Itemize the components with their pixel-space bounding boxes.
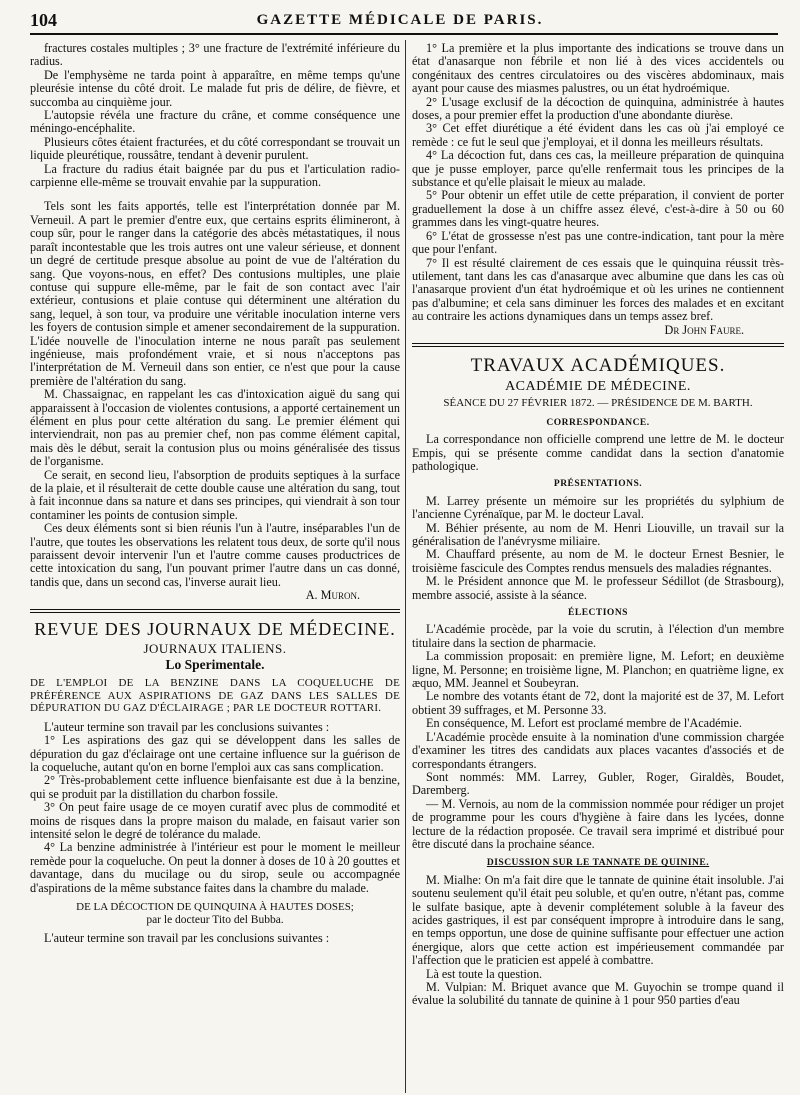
paragraph: 3° On peut faire usage de ce moyen curatif avec plus de commodité et moins de risques dans la propre maison du malade, en faisaut varier son intensité selon le degré de tolérance du malade. xyxy=(30,800,400,841)
journal-title: GAZETTE MÉDICALE DE PARIS. xyxy=(256,12,544,28)
subsection-heading: PRÉSENTATIONS. xyxy=(553,479,643,490)
paragraph: En conséquence, M. Lefort est proclamé membre de l'Académie. xyxy=(426,716,742,731)
left-column xyxy=(30,42,400,1092)
article-title: DE LA DÉCOCTION DE QUINQUINA À HAUTES DOSES; par le docteur Tito del Bubba. xyxy=(76,900,354,927)
page-header xyxy=(30,10,770,32)
paragraph: M. Vulpian: M. Briquet avance que M. Guyochin se trompe quand il évalue la solubilité du tannate de quinine à 1 pour 950 parties d'eau xyxy=(412,980,784,1008)
right-column xyxy=(412,42,784,1092)
paragraph: M. Mialhe: On m'a fait dire que le tannate de quinine était insoluble. J'ai soutenu seulement qu'il était peu soluble, et qu'en outre, n'étant pas, comme le sulfate basique, apte à devenir complétement soluble à la faveur des acides gastriques, il est par conséquent impropre à introduire dans le sang, en temps opportun, une dose de quinine suffisante pour effectuer une action énergique, alors que cette action est impérieusement commandée par l'affection que le praticien est appelé à combattre. xyxy=(412,872,784,968)
paragraph: 3° Cet effet diurétique a été évident dans les cas où j'ai employé ce remède : ce fut le seul que j'employai, et il donna les meilleurs résultats. xyxy=(412,121,784,149)
section-subheading: JOURNAUX ITALIENS. xyxy=(143,640,287,656)
section-rule xyxy=(412,343,784,347)
paragraph: Le nombre des votants étant de 72, dont la majorité est de 37, M. Lefort obtient 39 suffrages, et M. Personne 33. xyxy=(412,689,784,717)
paragraph: L'auteur termine son travail par les conclusions suivantes : xyxy=(44,719,330,734)
page-number: 104 xyxy=(30,10,57,30)
paragraph: 4° La décoction fut, dans ces cas, la meilleure préparation de quinquina que je pusse employer, parce qu'elle renfermait tous les principes de la substance et qu'elle plaisait le mieux au malade. xyxy=(412,148,784,190)
paragraph: 7° Il est résulté clairement de ces essais que le quinquina réussit très-utilement, tant dans les cas d'anasarque avec albumine que dans les cas où l'anasarque provient d'un état hydroémique et où les urines ne contiennent pas d'albumine; et cela sans diminuer les forces des malades et en excitant au contraire les actions dynamiques dans un temps assez bref. xyxy=(412,255,784,324)
paragraph: Tels sont les faits apportés, telle est l'interprétation donnée par M. Verneuil. A part le premier d'entre eux, que certains esprits élimineront, à coup sûr, pour le ranger dans la catégorie des abcès métastatiques, il nous paraît incontestable que les trois autres ont une valeur sérieuse, et donnent un degré de certitude presque absolue au point de vue de l'altération du sang. Que voyons-nous, en effet? Des contusions multiples, une plaie contuse qui suppure elle-même, par le fait de son contact avec l'air extérieur, contusions et plaie contuse qui déterminent une altération du sang, lequel, à son tour, va produire une véritable inoculation interne vers les foyers de contusion simple et amener secondairement de la suppuration. L'idée nouvelle de l'inoculation interne ne nous paraît pas seulement ingénieuse, mais profondément vraie, et si nous n'acceptons pas l'interprétation de M. Verneuil dans son entier, ce n'est que pour la cause première de l'altération du sang. xyxy=(30,199,400,388)
paragraph: L'autopsie révéla une fracture du crâne, et comme conséquence une méningo-encéphalite. xyxy=(30,108,400,136)
paragraph: Plusieurs côtes étaient fracturées, et du côté correspondant se trouvait un liquide pleurétique, roussâtre, tendant à devenir purulent. xyxy=(30,134,400,163)
paragraph: La correspondance non officielle comprend une lettre de M. le docteur Empis, qui se présente comme candidat dans la section d'anatomie pathologique. xyxy=(412,432,784,473)
paragraph: fractures costales multiples ; 3° une fracture de l'extrémité inférieure du radius. xyxy=(30,42,400,69)
paragraph: M. Chassaignac, en rappelant les cas d'intoxication aiguë du sang qui apparaissent à l'occasion de violentes contusions, a apporté certainement un élément en plus pour cette altération du sang. Le premier élément qui interviendrait, non pas au premier chef, non pas comme élément capital, mais dès le début, serait la contusion plus ou moins généralisée des tissus de l'organisme. xyxy=(30,387,400,469)
paragraph: 2° L'usage exclusif de la décoction de quinquina, administrée à hautes doses, a pour premier effet la production d'une abondante diurèse. xyxy=(412,94,784,123)
paragraph: M. Larrey présente un mémoire sur les propriétés du sylphium de l'ancienne Cyrénaïque, par M. le docteur Laval. xyxy=(412,493,784,522)
paragraph: 4° La benzine administrée à l'intérieur est pour le moment le meilleur remède pour la coqueluche. On peut la donner à doses de 10 à 20 gouttes et davantage, dans du mucilage ou du sirop, seule ou accompagnée d'aspirations de la même substance faites dans la chambre du malade. xyxy=(30,840,400,895)
paragraph: De l'emphysème ne tarda point à apparaître, en même temps qu'une pleurésie intense du côté droit. Le malade fut pris de délire, de fièvre, et succomba au cinquième jour. xyxy=(30,67,400,109)
paragraph: Ces deux éléments sont si bien réunis l'un à l'autre, inséparables l'un de l'autre, que toutes les observations les relatent tous deux, de sorte qu'il nous paraissent devoir intervenir l'un et l'autre comme causes productrices de cette intoxication du sang, l'un pouvant primer l'autre dans un cas donné, tandis que, dans un second cas, l'inverse aurait lieu. xyxy=(30,521,400,589)
paragraph: 1° La première et la plus importante des indications se trouve dans un état d'anasarque non fébrile et non lié à des vices accidentels ou congénitaux des centres circulatoires ou des viscères abdominaux, mais ayant pour cause des miasmes palustres, ou un état hydroémique. xyxy=(412,42,784,96)
paragraph: La fracture du radius était baignée par du pus et l'articulation radio-carpienne elle-même se trouvait envahie par la suppuration. xyxy=(30,161,400,190)
paragraph: M. le Président annonce que M. le professeur Sédillot (de Strasbourg), membre associé, assiste à la séance. xyxy=(412,574,784,602)
subsection-heading: CORRESPONDANCE. xyxy=(546,417,650,428)
paragraph: L'Académie procède ensuite à la nomination d'une commission chargée d'examiner les titres des candidats aux places vacantes d'associés et de correspondants étrangers. xyxy=(412,729,784,771)
column-divider xyxy=(405,40,406,1093)
author-signature: A. Muron. xyxy=(305,588,360,603)
paragraph: Ce serait, en second lieu, l'absorption de produits septiques à la surface de la plaie, et il résulterait de cette double cause une altération du sang, tout à fait inconnue dans sa nature et dans ses principes, qui viendrait à son tour contaminer les points de contusion simple. xyxy=(30,467,400,522)
paragraph: M. Chauffard présente, au nom de M. le docteur Ernest Besnier, le troisième fascicule des Comptes rendus mensuels des maladies régnantes. xyxy=(412,547,784,575)
paragraph: 6° L'état de grossesse n'est pas une contre-indication, tant pour la mère que pour l'enfant. xyxy=(412,228,784,257)
paragraph: 1° Les aspirations des gaz qui se développent dans les salles de dépuration du gaz d'éclairage ont une certaine influence sur la guérison de la coqueluche, autant qu'on en borne l'emploi aux cas sans complication. xyxy=(30,733,400,774)
section-heading: TRAVAUX ACADÉMIQUES. xyxy=(470,354,726,376)
author-signature: Dr John Faure. xyxy=(664,322,744,337)
session-line: SÉANCE DU 27 FÉVRIER 1872. — PRÉSIDENCE DE M. BARTH. xyxy=(443,397,753,410)
paragraph: L'auteur termine son travail par les conclusions suivantes : xyxy=(44,930,330,945)
section-rule xyxy=(30,609,400,613)
paragraph: — M. Vernois, au nom de la commission nommée pour rédiger un projet de programme pour les cours d'hygiène à faire dans les lycées, donne lecture de la rédaction proposée. Ce travail sera imprimé et distribué pour être discuté dans la prochaine séance. xyxy=(412,796,784,851)
header-rule xyxy=(30,33,778,35)
paragraph: Sont nommés: MM. Larrey, Gubler, Roger, Giraldès, Boudet, Daremberg. xyxy=(412,769,784,798)
section-subheading: ACADÉMIE DE MÉDECINE. xyxy=(505,378,691,394)
subsection-heading: DISCUSSION SUR LE TANNATE DE QUININE. xyxy=(486,858,710,869)
paragraph: 2° Très-probablement cette influence bienfaisante est due à la benzine, qui se produit par la distillation du charbon fossile. xyxy=(30,773,400,801)
section-heading: REVUE DES JOURNAUX DE MÉDECINE. xyxy=(34,618,396,639)
paragraph: M. Béhier présente, au nom de M. Henri Liouville, un travail sur la généralisation de l'anévrysme miliaire. xyxy=(412,520,784,548)
paragraph: L'Académie procède, par la voie du scrutin, à l'élection d'un membre titulaire dans la section de pharmacie. xyxy=(412,622,784,650)
paragraph: La commission proposait: en première ligne, M. Lefort; en deuxième ligne, M. Personne; en troisième ligne, M. Planchon; en quatrième ligne, ex æquo, MM. Jeannel et Soubeyran. xyxy=(412,649,784,691)
paragraph: 5° Pour obtenir un effet utile de cette préparation, il convient de porter graduellement la dose à un chiffre assez élevé, c'est-à-dire à 50 ou 60 grammes dans les vingt-quatre heures. xyxy=(412,188,784,230)
subsection-heading: ÉLECTIONS xyxy=(568,608,628,619)
article-title: DE L'EMPLOI DE LA BENZINE DANS LA COQUELUCHE DE PRÉFÉRENCE AUX ASPIRATIONS DE GAZ DANS LES SALLES DE DÉPURATION DU GAZ D'ÉCLAIRAGE ; PAR LE DOCTEUR ROTTARI. xyxy=(30,677,400,715)
journal-name: Lo Sperimentale. xyxy=(165,657,265,673)
paragraph: Là est toute la question. xyxy=(426,966,543,981)
